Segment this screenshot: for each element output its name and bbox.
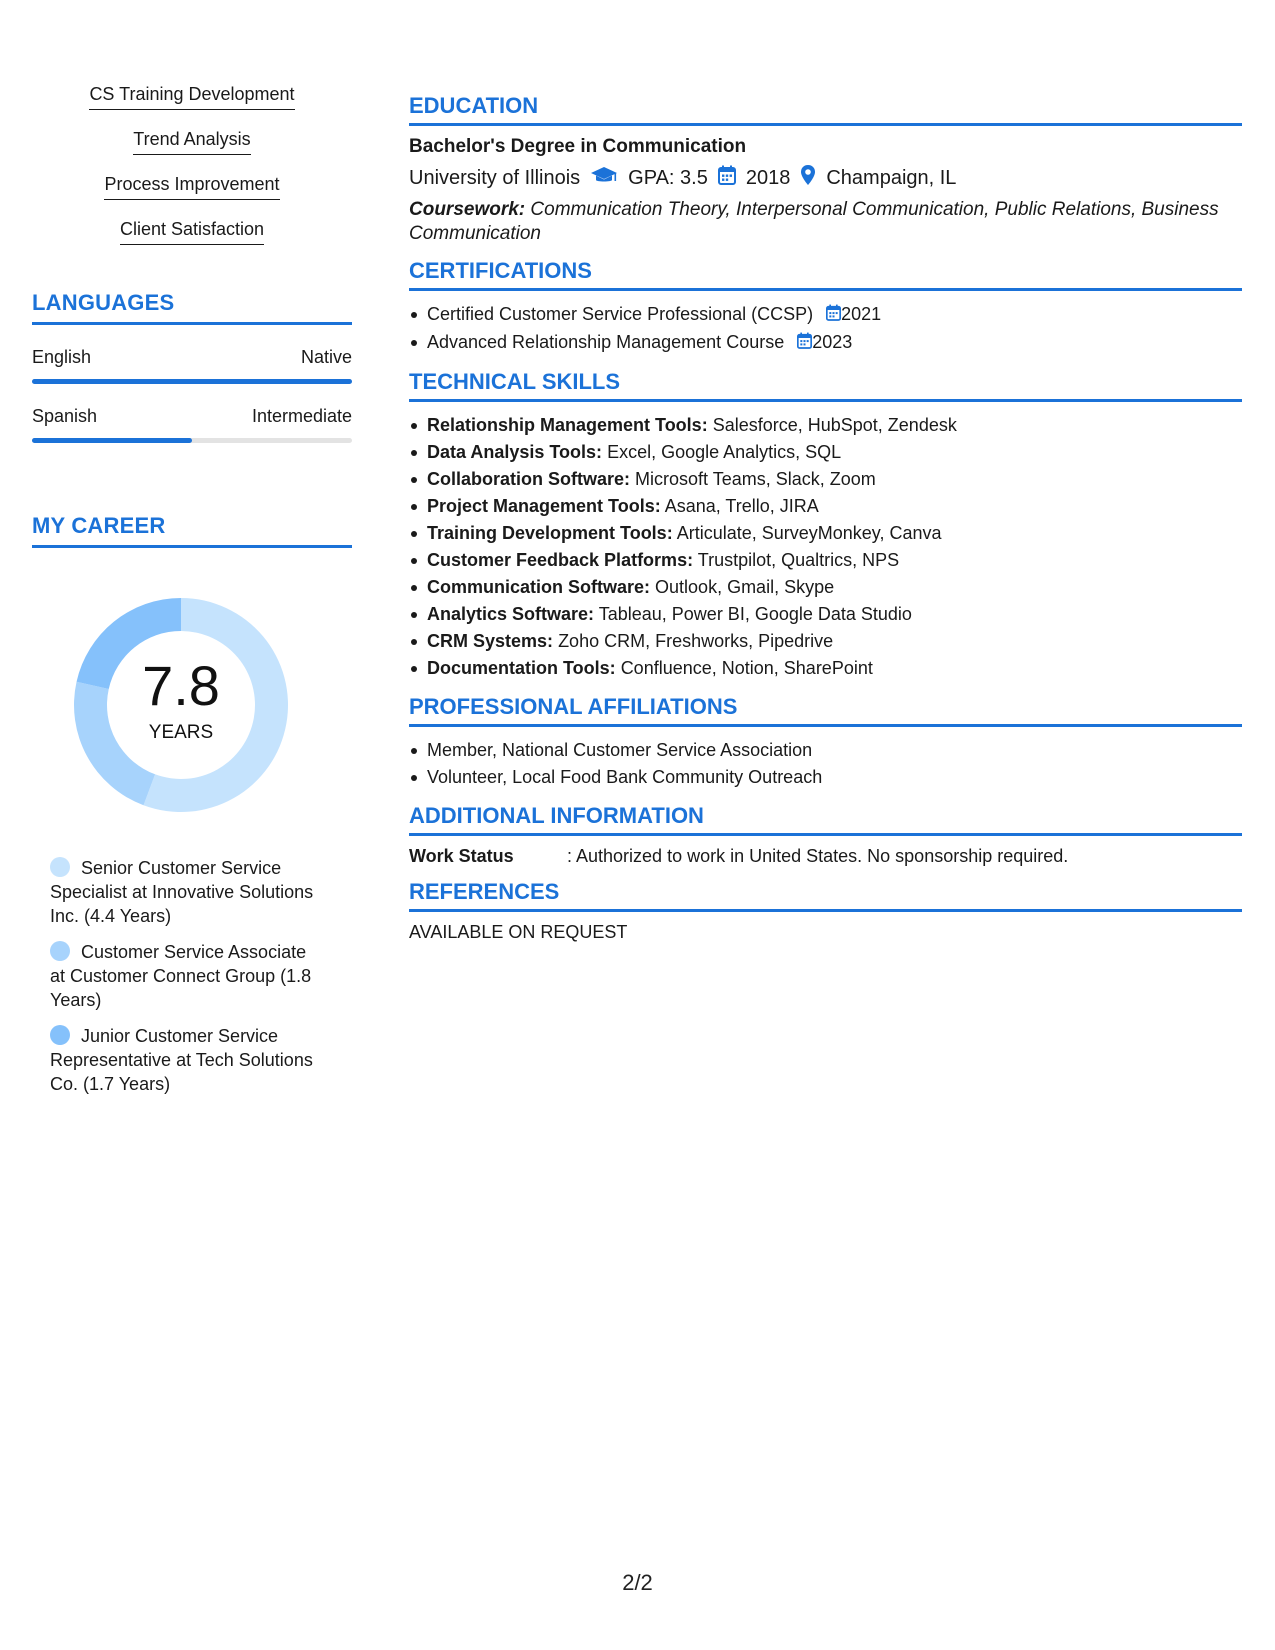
affiliation-item: Member, National Customer Service Association bbox=[427, 737, 1242, 764]
donut-center bbox=[66, 654, 296, 744]
skills-list bbox=[32, 84, 352, 264]
education-meta bbox=[409, 164, 1242, 192]
career-donut-chart bbox=[66, 590, 296, 820]
skill-tools: Tableau, Power BI, Google Data Studio bbox=[598, 603, 912, 624]
language-level: Native bbox=[300, 347, 352, 367]
school-name: University of Illinois bbox=[409, 166, 581, 189]
language-proficiency-bar bbox=[32, 438, 352, 443]
career-legend-item bbox=[50, 940, 325, 1012]
graduation-year: 2018 bbox=[745, 166, 791, 189]
skill-tools: Excel, Google Analytics, SQL bbox=[607, 441, 842, 462]
skill-category: Project Management Tools: bbox=[427, 495, 661, 516]
technical-skill-item bbox=[427, 466, 1242, 493]
coursework-list: Communication Theory, Interpersonal Communication, Public Relations, Business Communication bbox=[409, 199, 1219, 244]
technical-skills-section bbox=[409, 369, 1242, 682]
school-location: Champaign, IL bbox=[826, 166, 957, 189]
language-name: Spanish bbox=[32, 406, 98, 426]
language-name: English bbox=[32, 347, 92, 367]
skill-category: Customer Feedback Platforms: bbox=[427, 549, 694, 570]
career-section bbox=[32, 513, 352, 1096]
right-column bbox=[409, 93, 1242, 955]
technical-skills-list bbox=[409, 412, 1242, 682]
skill-category: Data Analysis Tools: bbox=[427, 441, 603, 462]
certification-year: 2023 bbox=[812, 331, 853, 352]
certification-name: Advanced Relationship Management Course bbox=[427, 331, 785, 352]
career-total-years: 7.8 bbox=[142, 654, 220, 717]
certifications-section bbox=[409, 258, 1242, 357]
skill-tag: CS Training Development bbox=[89, 84, 294, 110]
skill-tools: Outlook, Gmail, Skype bbox=[655, 576, 835, 597]
languages-section bbox=[32, 290, 352, 443]
skill-tools: Articulate, SurveyMonkey, Canva bbox=[676, 522, 942, 543]
technical-skill-item bbox=[427, 628, 1242, 655]
page-number: 2/2 bbox=[622, 1570, 653, 1595]
skill-tag: Client Satisfaction bbox=[120, 219, 264, 245]
language-proficiency-fill bbox=[32, 438, 192, 443]
legend-dot bbox=[50, 1025, 70, 1045]
language-item bbox=[32, 406, 352, 443]
affiliations-heading: PROFESSIONAL AFFILIATIONS bbox=[409, 694, 1242, 727]
references-heading: REFERENCES bbox=[409, 879, 1242, 912]
references-section bbox=[409, 879, 1242, 943]
skill-tools: Zoho CRM, Freshworks, Pipedrive bbox=[558, 630, 834, 651]
technical-skill-item bbox=[427, 601, 1242, 628]
skill-tools: Salesforce, HubSpot, Zendesk bbox=[712, 414, 957, 435]
skill-tools: Trustpilot, Qualtrics, NPS bbox=[697, 549, 900, 570]
skill-tools: Asana, Trello, JIRA bbox=[664, 495, 819, 516]
graduation-cap-icon bbox=[590, 165, 618, 191]
legend-dot bbox=[50, 857, 70, 877]
education-heading: EDUCATION bbox=[409, 93, 1242, 126]
additional-info-section bbox=[409, 803, 1242, 867]
references-text: AVAILABLE ON REQUEST bbox=[409, 921, 628, 942]
map-pin-icon bbox=[800, 164, 816, 192]
career-role-label: Senior Customer Service Specialist at Innovative Solutions Inc. (4.4 Years) bbox=[50, 858, 314, 926]
career-role-label: Junior Customer Service Representative at Tech Solutions Co. (1.7 Years) bbox=[50, 1026, 313, 1094]
certification-item bbox=[427, 329, 1242, 357]
legend-dot bbox=[50, 941, 70, 961]
career-total-unit: YEARS bbox=[148, 722, 214, 743]
technical-skill-item bbox=[427, 574, 1242, 601]
career-legend-item bbox=[50, 856, 325, 928]
language-item bbox=[32, 347, 352, 384]
skill-tools: Confluence, Notion, SharePoint bbox=[620, 657, 873, 678]
education-section bbox=[409, 93, 1242, 246]
degree-title: Bachelor's Degree in Communication bbox=[409, 136, 747, 157]
skill-category: Communication Software: bbox=[427, 576, 651, 597]
work-status-value: : Authorized to work in United States. No sponsorship required. bbox=[567, 845, 1069, 866]
affiliations-section bbox=[409, 694, 1242, 791]
skill-category: Collaboration Software: bbox=[427, 468, 631, 489]
calendar-icon bbox=[826, 302, 841, 329]
additional-info-heading: ADDITIONAL INFORMATION bbox=[409, 803, 1242, 836]
coursework bbox=[409, 198, 1242, 246]
skill-category: Documentation Tools: bbox=[427, 657, 616, 678]
language-proficiency-bar bbox=[32, 379, 352, 384]
left-column bbox=[32, 84, 352, 1108]
skill-tag: Trend Analysis bbox=[133, 129, 250, 155]
coursework-label: Coursework: bbox=[409, 199, 526, 220]
career-legend bbox=[50, 856, 325, 1096]
technical-skill-item bbox=[427, 520, 1242, 547]
technical-skills-heading: TECHNICAL SKILLS bbox=[409, 369, 1242, 402]
skill-category: Training Development Tools: bbox=[427, 522, 673, 543]
work-status-row bbox=[409, 846, 1242, 867]
technical-skill-item bbox=[427, 493, 1242, 520]
calendar-icon bbox=[718, 165, 736, 191]
technical-skill-item bbox=[427, 412, 1242, 439]
skill-tools: Microsoft Teams, Slack, Zoom bbox=[635, 468, 876, 489]
certification-year: 2021 bbox=[841, 304, 882, 324]
certifications-list bbox=[409, 301, 1242, 357]
skill-category: Analytics Software: bbox=[427, 603, 595, 624]
career-role-label: Customer Service Associate at Customer Connect Group (1.8 Years) bbox=[50, 942, 312, 1010]
calendar-icon bbox=[797, 330, 812, 357]
skill-category: CRM Systems: bbox=[427, 630, 554, 651]
skill-category: Relationship Management Tools: bbox=[427, 414, 708, 435]
technical-skill-item bbox=[427, 547, 1242, 574]
certifications-heading: CERTIFICATIONS bbox=[409, 258, 1242, 291]
skill-tag: Process Improvement bbox=[104, 174, 279, 200]
technical-skill-item bbox=[427, 655, 1242, 682]
certification-item bbox=[427, 301, 1242, 329]
languages-heading: LANGUAGES bbox=[32, 290, 352, 325]
career-heading: MY CAREER bbox=[32, 513, 352, 548]
certification-name: Certified Customer Service Professional (CCSP) bbox=[427, 304, 814, 324]
affiliations-list bbox=[409, 737, 1242, 791]
career-legend-item bbox=[50, 1024, 325, 1096]
language-proficiency-fill bbox=[32, 379, 352, 384]
affiliation-item: Volunteer, Local Food Bank Community Outreach bbox=[427, 764, 1242, 791]
gpa: GPA: 3.5 bbox=[628, 166, 708, 189]
language-level: Intermediate bbox=[251, 406, 352, 426]
technical-skill-item bbox=[427, 439, 1242, 466]
work-status-label: Work Status bbox=[409, 845, 514, 866]
